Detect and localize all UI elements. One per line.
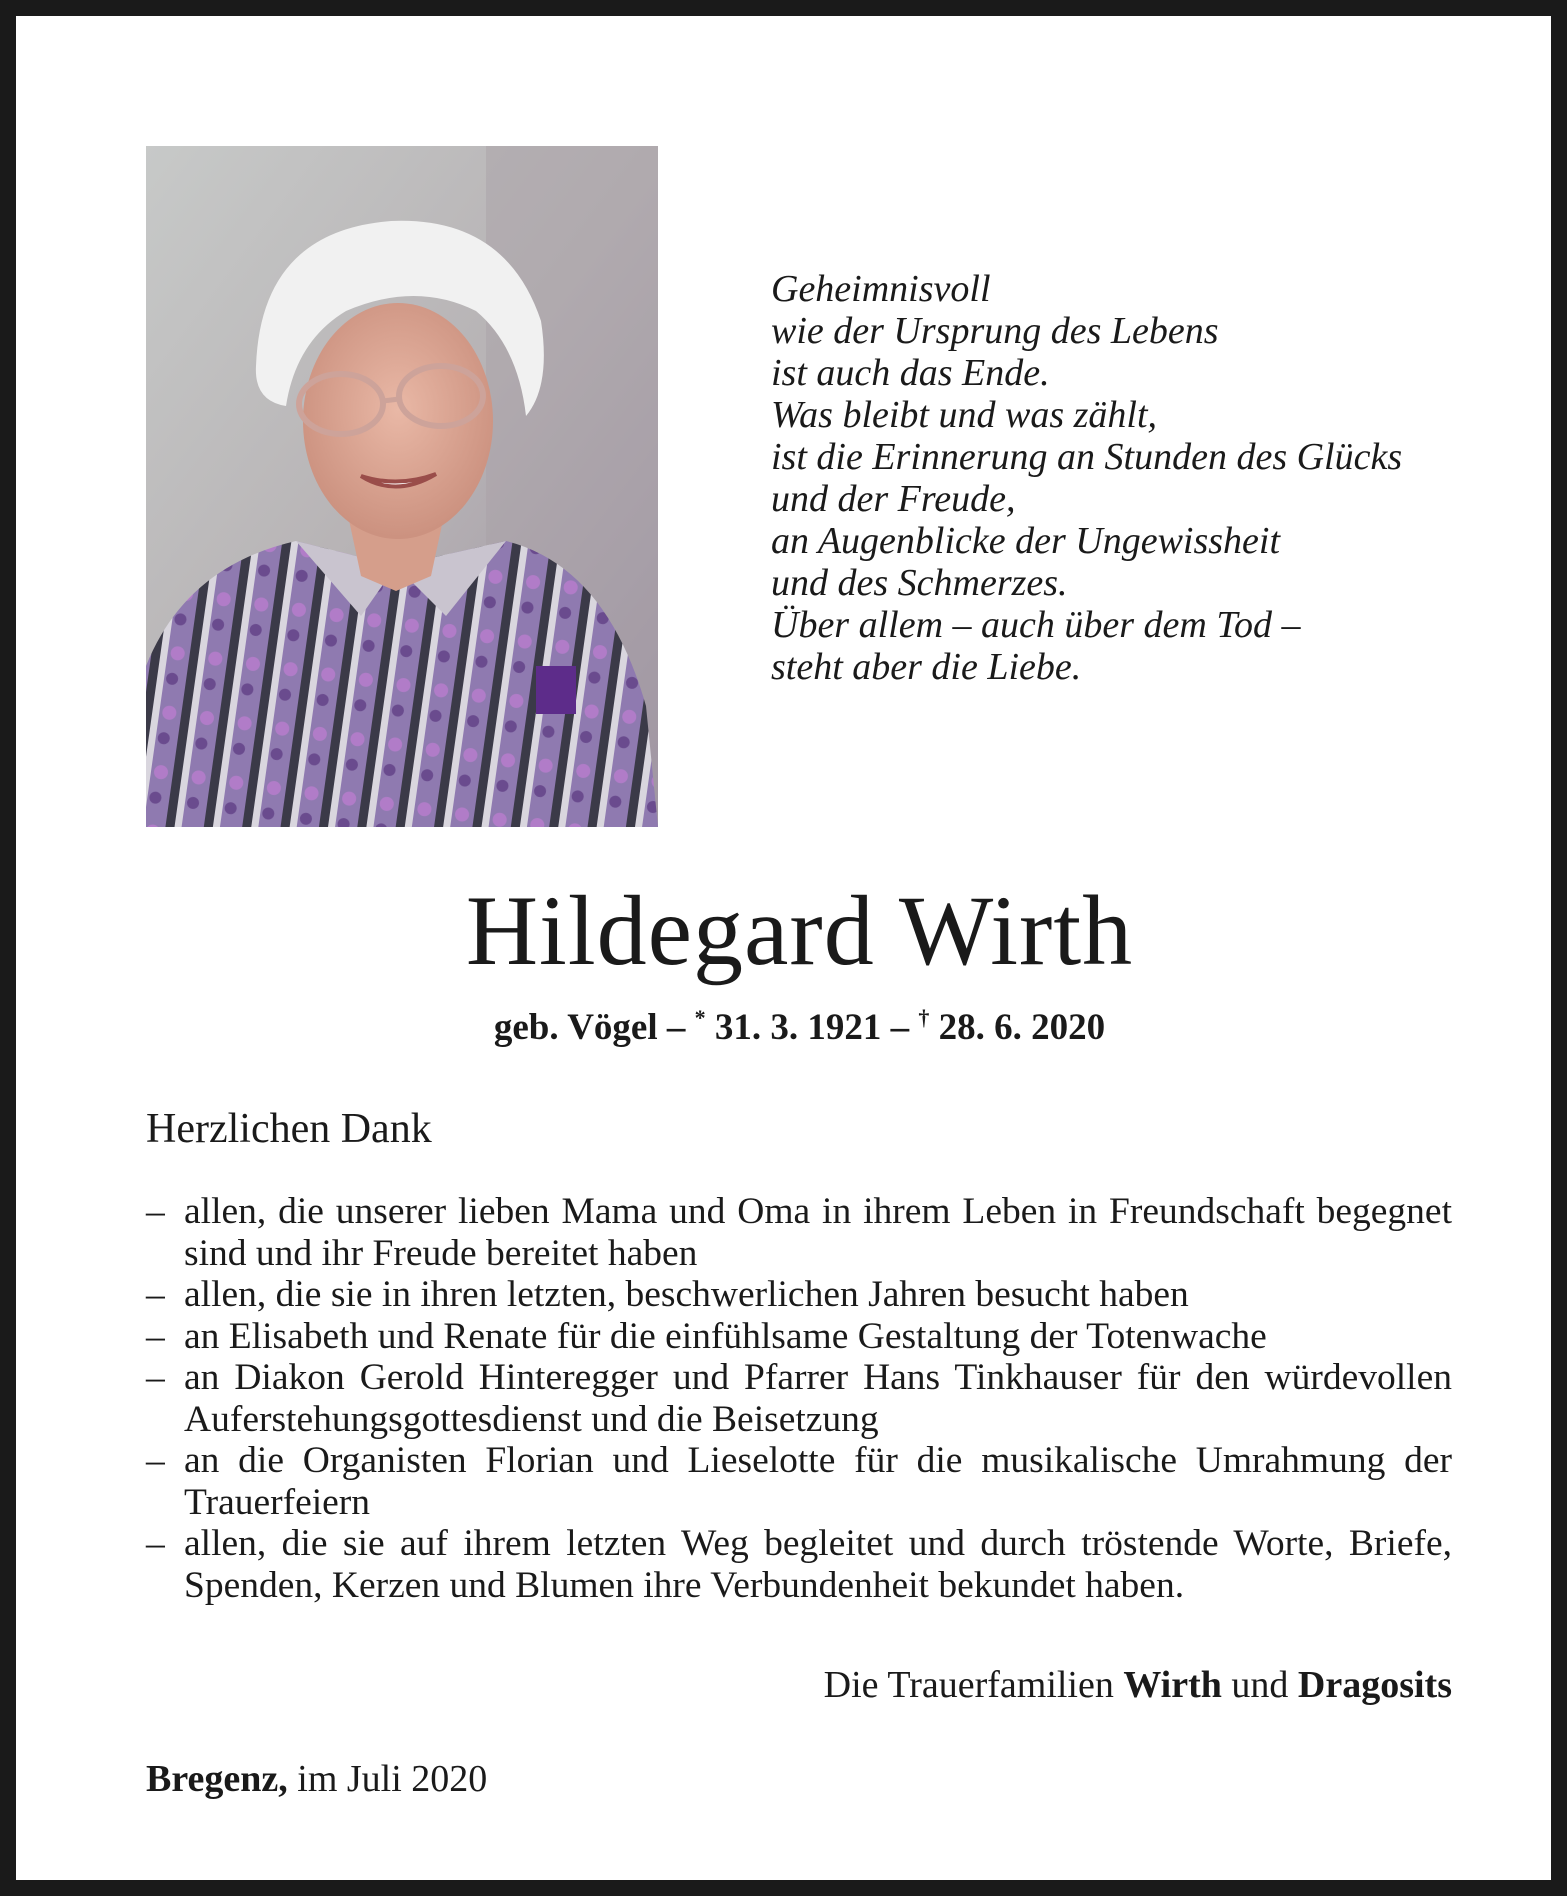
place-and-date — [146, 1756, 487, 1802]
signoff-prefix: Die Trauerfamilien — [823, 1664, 1114, 1706]
thanks-item — [146, 1316, 1452, 1358]
dash-bullet: – — [146, 1357, 165, 1398]
poem-line: Was bleibt und was zählt, — [771, 394, 1158, 436]
memorial-poem — [771, 268, 1491, 688]
poem-line: ist auch das Ende. — [771, 352, 1050, 394]
death-date: 28. 6. 2020 — [938, 1007, 1106, 1048]
thanks-item — [146, 1274, 1452, 1316]
place-date: im Juli 2020 — [297, 1758, 488, 1800]
poem-line: steht aber die Liebe. — [771, 646, 1082, 688]
thanks-item-text: allen, die sie in ihren letzten, beschwerlichen Jahren besucht haben — [184, 1274, 1189, 1315]
thanks-item — [146, 1191, 1452, 1274]
deceased-name: Hildegard Wirth — [465, 875, 1134, 986]
dash-bullet: – — [146, 1523, 165, 1564]
birth-name: geb. Vögel – — [493, 1007, 686, 1048]
dash-bullet: – — [146, 1191, 165, 1232]
birth-date: 31. 3. 1921 – — [714, 1007, 910, 1048]
poem-line: und des Schmerzes. — [771, 562, 1068, 604]
dash-bullet: – — [146, 1274, 165, 1315]
thanks-item-text: allen, die sie auf ihrem letzten Weg begleitet und durch tröstende Worte, Briefe, Spenden, Kerzen und Blumen ihre Verbundenheit bekundet haben. — [184, 1523, 1452, 1606]
portrait-image — [146, 146, 658, 827]
poem-line: wie der Ursprung des Lebens — [771, 310, 1219, 352]
thanks-item — [146, 1523, 1452, 1606]
thanks-item-text: an Elisabeth und Renate für die einfühlsame Gestaltung der Totenwache — [184, 1315, 1267, 1357]
signoff-connector: und — [1231, 1664, 1289, 1706]
family-name-dragosits: Dragosits — [1297, 1664, 1452, 1706]
dash-bullet: – — [146, 1440, 165, 1481]
thanks-item-text: allen, die unserer lieben Mama und Oma in ihrem Leben in Freundschaft begegnet sind und ihr Freude bereitet haben — [184, 1191, 1452, 1274]
poem-line: und der Freude, — [771, 478, 1016, 520]
family-signoff — [146, 1662, 1452, 1708]
thanks-item-text: an die Organisten Florian und Lieselotte für die musikalische Umrahmung der Trauerfeiern — [184, 1440, 1452, 1523]
poem-line: ist die Erinnerung an Stunden des Glücks — [771, 436, 1403, 478]
thanks-list — [146, 1191, 1452, 1606]
poem-line: Über allem – auch über dem Tod – — [771, 604, 1301, 646]
dash-bullet: – — [146, 1315, 165, 1357]
place-city: Bregenz, — [146, 1758, 288, 1800]
portrait-photo — [146, 146, 658, 827]
birth-star-icon: * — [694, 1005, 706, 1030]
thanks-heading: Herzlichen Dank — [146, 1106, 432, 1152]
poem-line: an Augenblicke der Ungewissheit — [771, 520, 1281, 562]
family-name-wirth: Wirth — [1123, 1664, 1222, 1706]
thanks-item — [146, 1440, 1452, 1523]
thanks-item — [146, 1357, 1452, 1440]
life-dates — [16, 1006, 1567, 1050]
thanks-item-text: an Diakon Gerold Hinteregger und Pfarrer Hans Tinkhauser für den würdevollen Auferstehungsgottesdienst und die Beisetzung — [184, 1357, 1452, 1440]
death-cross-icon: † — [918, 1005, 930, 1030]
poem-line: Geheimnisvoll — [771, 268, 991, 310]
